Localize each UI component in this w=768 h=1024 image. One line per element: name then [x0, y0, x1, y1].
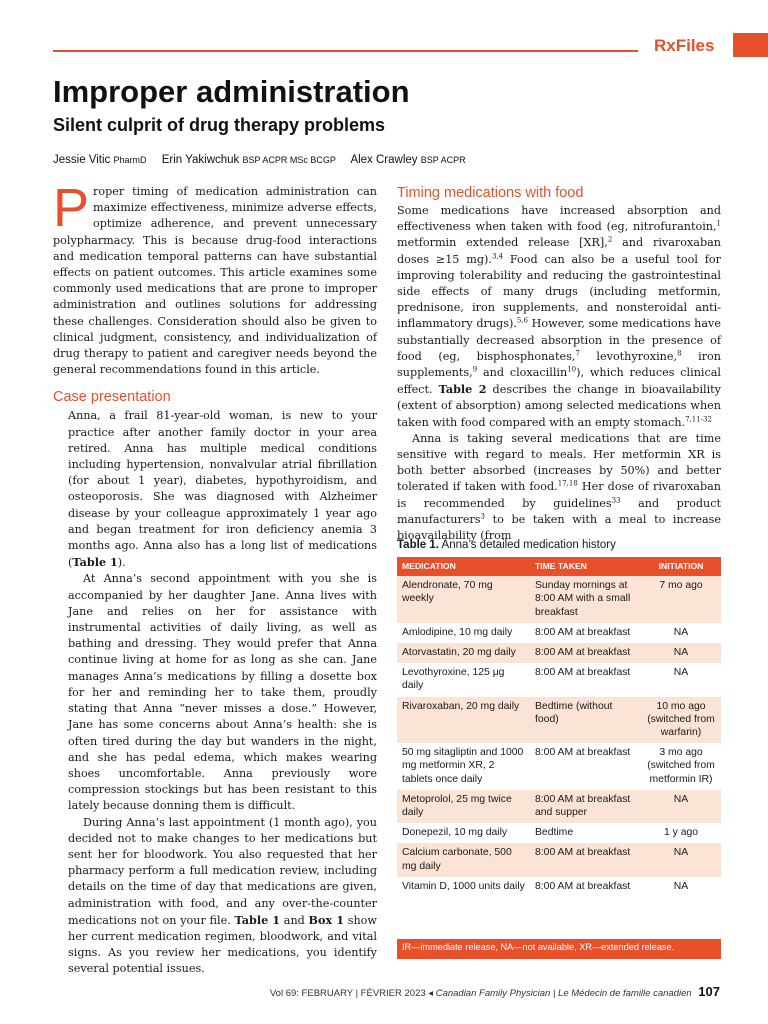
initiation-cell: 1 y ago [663, 827, 699, 839]
body-text: Anna is taking several medications that are time sensitive with regard to meals. Her metformin XR is both better absorbed (increases by 50%) and better tolerated if taken with food. [397, 431, 721, 494]
initiation-cell: 7 mo ago [641, 576, 721, 623]
body-text: Some medications have increased absorption and effectiveness when taken with food (eg, nitrofurantoin, [397, 204, 721, 234]
table-row [397, 643, 721, 663]
page-number: 107 [698, 984, 720, 999]
drop-cap: P [53, 178, 90, 238]
body-text: iron supplements, [397, 349, 721, 380]
case-paragraph [53, 815, 377, 978]
case-text: Anna, a frail 81-year-old woman, is new to your practice after another family doctor in your area retired. Anna has multiple medical conditions including hypertension, nonvalvular atrial fibrillation (for about 1 year), diabetes, hypothyroidism, and osteoporosis. She was diagnosed with Alzheimer disease by your colleague approximately 1 year ago and began treatment for iron deficiency anemia 3 months ago. Anna also has a long list of medications ( [68, 409, 377, 570]
medication-cell: Metoprolol, 25 mg twice daily [397, 790, 530, 823]
article-subtitle: Silent culprit of drug therapy problems [53, 115, 386, 135]
case-text: During Anna’s last appointment (1 month ago), you decided not to make changes to her medications but sent her for bloodwork. You also requested that her pharmacy perform a full medication review, including details on the time of day that medications are given, administration with food, and any over-the-counter medications not on your file. [68, 815, 377, 927]
author-credentials: PharmD [113, 155, 147, 165]
page-footer [270, 984, 720, 999]
brand-accent-block [733, 33, 768, 57]
case-paragraph: At Anna’s second appointment with you she is accompanied by her daughter Jane. Anna lives with Jane and relies on her for assistance with instrumental activities of daily living, as well as bathing and dressing. They would prefer that Anna continue living at home for as long as she can. Jane manages Anna’s medications by filling a dosette box for her and reminding her to take them, proudly stating that Anna “never misses a dose.” However, Jane has some concerns about Anna’s health: she is often tired during the day but wanders in the night, and she has pedal edema, which makes wearing shoes uncomfortable. Anna previously wore compression stockings but has been resistant to this lately because donning them is difficult. [68, 572, 377, 813]
case-paragraph [53, 408, 377, 571]
medication-cell: Amlodipine, 10 mg daily [402, 626, 513, 638]
table-row [397, 576, 721, 623]
medication-cell: Donepezil, 10 mg daily [402, 827, 508, 839]
column-header-time: TIME TAKEN [530, 557, 641, 576]
time-cell: Sunday mornings at 8:00 AM with a small breakfast [530, 576, 641, 623]
body-text: and rivaroxaban doses ≥15 mg). [397, 236, 722, 266]
table-row [397, 877, 721, 897]
citation: 8 [677, 349, 682, 358]
initiation-cell: NA [641, 843, 721, 876]
initiation-cell: NA [641, 790, 721, 823]
body-text: metformin extended release [XR], [397, 236, 608, 250]
author-credentials: BSP ACPR [420, 155, 466, 165]
body-text: levothyroxine, [579, 349, 678, 363]
author-name: Erin Yakiwchuk [161, 154, 240, 166]
box-reference: Box 1 [308, 912, 344, 927]
case-text: and [280, 913, 309, 927]
medication-cell: Levothyroxine, 125 μg daily [402, 667, 505, 692]
intro-text: roper timing of medication administration can maximize effectiveness, minimize adverse effects, optimize adherence, and prevent unnecessary polypharmacy. This is because drug-food interactions and medication temporal patterns can have substantial effects on patient outcomes. This article examines some commonly used medications that are prone to improper administration and outlines solutions for addressing these challenges. Consideration should also be given to clinical judgment, consistency, and individualization of drug therapy to patient and caregiver needs beyond the general recommendations found in this article. [53, 185, 377, 377]
citation: 10 [567, 365, 577, 374]
citation: 7 [575, 349, 580, 358]
column-header-medication: MEDICATION [397, 557, 530, 576]
time-cell: 8:00 AM at breakfast [530, 843, 641, 876]
journal-name: Canadian Family Physician | Le Médecin de famille canadien [435, 988, 692, 999]
time-cell: 8:00 AM at breakfast [535, 747, 631, 759]
left-column [53, 178, 377, 978]
timing-heading: Timing medications with food [397, 185, 584, 201]
initiation-cell: NA [673, 626, 689, 638]
medication-cell: Vitamin D, 1000 units daily [402, 880, 525, 892]
author-credentials: BSP ACPR MSc BCGP [242, 155, 336, 165]
initiation-cell: 3 mo ago (switched from metformin IR) [647, 747, 715, 785]
initiation-cell: NA [641, 643, 721, 663]
table-label: Table 1. [397, 539, 439, 551]
body-text: Her dose of rivaroxaban is recommended by guidelines [397, 480, 721, 510]
timing-paragraph [397, 431, 721, 544]
time-cell: 8:00 AM at breakfast [535, 667, 631, 679]
body-text: describes the change in bioavailability (extent of absorption) among selected medications when taken with food compared with an empty stomach. [397, 383, 721, 429]
author-name: Alex Crawley [350, 154, 418, 166]
column-header-initiation: INITIATION [641, 557, 721, 576]
citation: 1 [716, 219, 721, 228]
issue-info: Vol 69: FEBRUARY | FÉVRIER 2023 [269, 988, 426, 999]
case-heading: Case presentation [53, 389, 171, 406]
citation: 9 [472, 365, 478, 374]
body-text: However, some medications have substantially decreased absorption in the presence of food (eg, bisphosphonates, [397, 317, 722, 363]
citation: 3 [480, 512, 485, 521]
table-reference: Table 1 [72, 555, 118, 570]
table-row [397, 623, 721, 643]
table-caption-text: Anna’s detailed medication history [441, 539, 616, 551]
table-row [397, 823, 721, 843]
table-header-row [397, 557, 721, 576]
time-cell: 8:00 AM at breakfast and supper [530, 790, 641, 823]
citation: 7,11-32 [685, 414, 712, 423]
table-reference: Table 1 [234, 912, 281, 927]
time-cell: 8:00 AM at breakfast [530, 643, 641, 663]
body-text: and product manufacturers [397, 496, 721, 526]
citation: 17,18 [557, 479, 578, 488]
medication-cell: Calcium carbonate, 500 mg daily [397, 843, 530, 876]
brand-name: RxFiles [654, 36, 715, 55]
table-footnote: IR—immediate release, NA—not available, XR—extended release. [397, 939, 721, 959]
table-row [397, 843, 721, 876]
body-text: ), which reduces clinical effect. [397, 366, 721, 397]
initiation-cell: 10 mo ago (switched from warfarin) [641, 697, 721, 744]
left-arrow-icon: ◂ [428, 988, 436, 999]
author-name: Jessie Vitic [53, 154, 111, 166]
right-column [397, 184, 721, 544]
medication-cell: Alendronate, 70 mg weekly [397, 576, 530, 623]
table-caption [397, 539, 616, 551]
time-cell: 8:00 AM at breakfast [535, 626, 631, 638]
table-row [397, 790, 721, 823]
case-text: show her current medication regimen, bloodwork, and vital signs. As you review her medications, you identify several potential issues. [68, 913, 377, 976]
intro-paragraph [53, 178, 377, 378]
citation: 2 [607, 235, 613, 244]
medication-cell: 50 mg sitagliptin and 1000 mg metformin XR, 2 tablets once daily [402, 747, 524, 785]
body-text: Food can also be a useful tool for improving tolerability and reducing the gastrointestinal side effects of many drugs (including metformin, prednisone, iron supplements, and nonsteroidal anti-inflammatory drugs). [397, 252, 722, 331]
table-row [397, 663, 721, 696]
author-list [53, 154, 478, 166]
header-rule [53, 50, 638, 52]
table-row [397, 697, 721, 744]
time-cell: Bedtime (without food) [530, 697, 641, 744]
article-title: Improper administration [53, 74, 410, 109]
citation: 5,6 [516, 316, 529, 325]
time-cell: Bedtime [535, 827, 574, 839]
table-row [397, 743, 721, 790]
body-text: and cloxacillin [477, 366, 568, 380]
initiation-cell: NA [673, 880, 689, 892]
medication-cell: Atorvastatin, 20 mg daily [397, 643, 530, 663]
medication-cell: Rivaroxaban, 20 mg daily [397, 697, 530, 744]
table-reference: Table 2 [438, 382, 487, 397]
body-text: to be taken with a meal to increase bioavailability (from [397, 512, 721, 543]
timing-paragraph [397, 203, 721, 431]
citation: 33 [611, 495, 621, 504]
initiation-cell: NA [673, 667, 689, 679]
case-text: ). [117, 556, 126, 570]
time-cell: 8:00 AM at breakfast [535, 880, 631, 892]
citation: 3,4 [491, 251, 504, 260]
medication-table [397, 557, 721, 897]
